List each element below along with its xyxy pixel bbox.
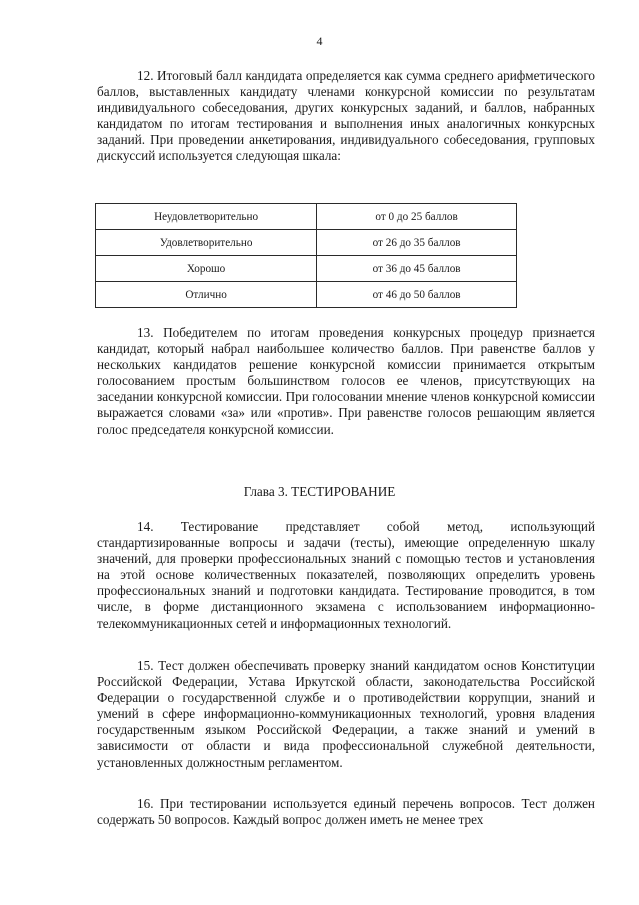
table-row [96,282,517,308]
grade-cell: Хорошо [96,256,317,282]
grade-cell: Неудовлетворительно [96,204,317,230]
paragraph-12: 12. Итоговый балл кандидата определяется как сумма среднего арифметического баллов, выставленных кандидату членами конкурсной комиссии по результатам индивидуального собеседования, других конкурсных заданий, и баллов, набранных кандидатом по итогам тестирования и выполнения иных аналогичных конкурсных заданий. При проведении анкетирования, индивидуального собеседования, групповых дискуссий используется следующая шкала: [97,68,595,164]
page-number: 4 [316,34,323,48]
table-row [96,256,517,282]
table-row [96,204,517,230]
table-row [96,230,517,256]
score-scale-table [95,203,517,308]
range-cell: от 26 до 35 баллов [317,230,517,256]
paragraph-16: 16. При тестировании используется единый перечень вопросов. Тест должен содержать 50 вопросов. Каждый вопрос должен иметь не менее трех [97,796,595,828]
range-cell: от 46 до 50 баллов [317,282,517,308]
paragraph-13: 13. Победителем по итогам проведения конкурсных процедур признается кандидат, который набрал наибольшее количество баллов. При равенстве баллов у нескольких кандидатов решение конкурсной комиссии принимается открытым голосованием простым большинством голосов ее членов, присутствующих на заседании конкурсной комиссии. При голосовании мнение членов конкурсной комиссии выражается словами «за» или «против». При равенстве голосов решающим является голос председателя конкурсной комиссии. [97,325,595,437]
grade-cell: Отлично [96,282,317,308]
paragraph-14: 14. Тестирование представляет собой метод, использующий стандартизированные вопросы и задачи (тесты), имеющие определенную шкалу значений, для проверки профессиональных знаний с помощью тестов и установления на этой основе количественных показателей, позволяющих определить уровень профессиональных знаний и подготовки кандидата. Тестирование проводится, в том числе, в форме дистанционного экзамена с использованием информационно-телекоммуникационных сетей и информационных технологий. [97,519,595,631]
range-cell: от 36 до 45 баллов [317,256,517,282]
chapter-heading: Глава 3. ТЕСТИРОВАНИЕ [243,484,396,499]
range-cell: от 0 до 25 баллов [317,204,517,230]
paragraph-15: 15. Тест должен обеспечивать проверку знаний кандидатом основ Конституции Российской Федерации, Устава Иркутской области, законодательства Российской Федерации о государственной службе и о противодействии коррупции, знаний и умений в сфере информационно-коммуникационных технологий, уровня владения государственным языком Российской Федерации, а также знаний и умений в зависимости от области и вида профессиональной служебной деятельности, установленных должностным регламентом. [97,658,595,770]
grade-cell: Удовлетворительно [96,230,317,256]
